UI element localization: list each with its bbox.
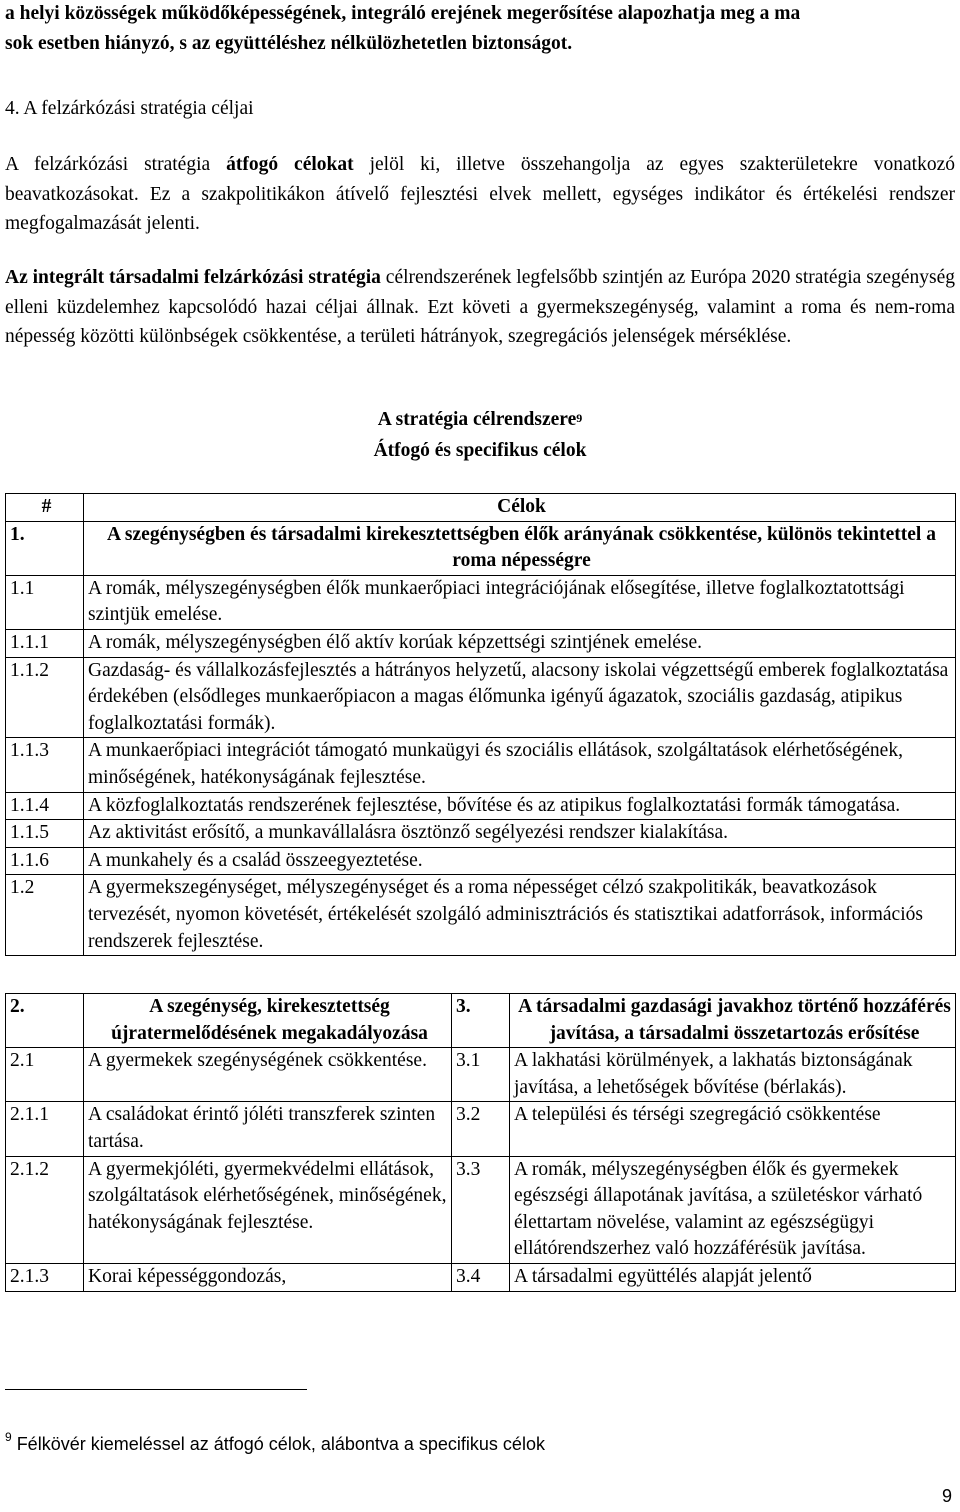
paragraph-strategy: Az integrált társadalmi felzárkózási stratégia célrendszerének legfelsőbb szintjén az Európa 2020 stratégia szegénység elleni küzdelemhez kapcsolódó hazai céljai állnak. Ezt követi a gyermekszegénység, valamint a roma és nem-roma népesség közötti különbségek csökkentése, a területi hátrányok, szegregációs jelenségek mérséklése.: [5, 267, 955, 347]
emphasis-overall-goals: átfogó célokat: [226, 154, 354, 175]
table-row: 1.1.6 A munkahely és a család összeegyeztetése.: [6, 847, 956, 875]
table-header-row: 2. A szegénység, kirekesztettség újratermelődésének megakadályozása 3. A társadalmi gazdasági javakhoz történő hozzáférés javítása, a társadalmi összetartozás erősítése: [6, 994, 956, 1048]
section-heading: 4. A felzárkózási stratégia céljai: [5, 98, 254, 119]
footnote-divider: [5, 1389, 307, 1390]
column-header-goals: Célok: [84, 494, 956, 522]
table-row: 2.1 A gyermekek szegénységének csökkentése. 3.1 A lakhatási körülmények, a lakhatás biztonságának javítása, a lehetőségek bővítése (bérlakás).: [6, 1048, 956, 1102]
table-row: 2.1.3 Korai képességgondozás, 3.4 A társadalmi együttélés alapját jelentő: [6, 1263, 956, 1291]
goals-split-table: [5, 993, 956, 1292]
intro-line-1: a helyi közösségek működőképességének, integráló erejének megerősítése alapozhatja meg a ma: [5, 3, 801, 24]
intro-line-2: sok esetben hiányzó, s az együttéléshez nélkülözhetetlen biztonságot.: [5, 32, 573, 54]
table-header-row: [6, 494, 956, 522]
footnote-mark: 9: [5, 1430, 12, 1444]
paragraph-goals: A felzárkózási stratégia átfogó célokat jelöl ki, illetve összehangolja az egyes szakterületekre vonatkozó beavatkozásokat. Ez a szakpolitikákon átívelő fejlesztési elvek mellett, egységes indikátor és értékelési rendszer megfogalmazását jelenti.: [5, 154, 956, 234]
footnote-text: Félkövér kiemeléssel az átfogó célok, alábontva a specifikus célok: [11, 1434, 545, 1454]
intro-paragraph: [5, 0, 955, 58]
emphasis-strategy: Az integrált társadalmi felzárkózási stratégia: [5, 267, 381, 288]
table-row: 1.1.1 A romák, mélyszegénységben élő aktív korúak képzettségi szintjének emelése.: [6, 629, 956, 657]
column-header-number: #: [6, 494, 84, 522]
table-row: 1.1.4 A közfoglalkoztatás rendszerének fejlesztése, bővítése és az atipikus foglalkoztatási formák támogatása.: [6, 792, 956, 820]
goals-table: [5, 493, 956, 956]
table-row: 1.1 A romák, mélyszegénységben élők munkaerőpiaci integrációjának elősegítése, illetve foglalkoztatottsági szintjük emelése.: [6, 575, 956, 629]
table-row: 1.1.3 A munkaerőpiaci integrációt támogató munkaügyi és szociális ellátások, szolgáltatások elérhetőségének, minőségének, hatékonyságának fejlesztése.: [6, 738, 956, 792]
table-subtitle: Átfogó és specifikus célok: [373, 440, 587, 461]
table-row: 2.1.1 A családokat érintő jóléti transzferek szinten tartása. 3.2 A települési és térségi szegregáció csökkentése: [6, 1102, 956, 1156]
table-row: 1. A szegénységben és társadalmi kirekesztettségben élők arányának csökkentése, különös tekintettel a roma népességre: [6, 521, 956, 575]
footnote-reference[interactable]: 9: [576, 411, 583, 425]
table-row: 2.1.2 A gyermekjóléti, gyermekvédelmi ellátások, szolgáltatások elérhetőségének, minőségének, hatékonyságának fejlesztése. 3.3 A romák, mélyszegénységben élők és gyermekek egészségi állapotának javítása, a születéskor várható élettartam növelése, valamint az egészségügyi ellátórendszerhez való hozzáférésük javítása.: [6, 1156, 956, 1263]
table-row: 1.1.5 Az aktivitást erősítő, a munkavállalásra ösztönző segélyezési rendszer kialakítása.: [6, 820, 956, 848]
footnote: [5, 1430, 545, 1455]
table-title: A stratégia célrendszere$^9$: [377, 409, 583, 430]
page-number: 9: [941, 1486, 952, 1506]
table-row: 1.1.2 Gazdaság- és vállalkozásfejlesztés a hátrányos helyzetű, alacsony iskolai végzettségű emberek foglalkoztatása érdekében (elsődleges munkaerőpiacon a magas élőmunka igényű ágazatok, szociális gazdaság, atipikus foglalkoztatási formák).: [6, 657, 956, 738]
table-row: 1.2 A gyermekszegénységet, mélyszegénységet és a roma népességet célzó szakpolitikák, beavatkozások tervezését, nyomon követését, értékelését szolgáló adminisztrációs és statisztikai adatforrások, információs rendszerek fejlesztése.: [6, 875, 956, 956]
